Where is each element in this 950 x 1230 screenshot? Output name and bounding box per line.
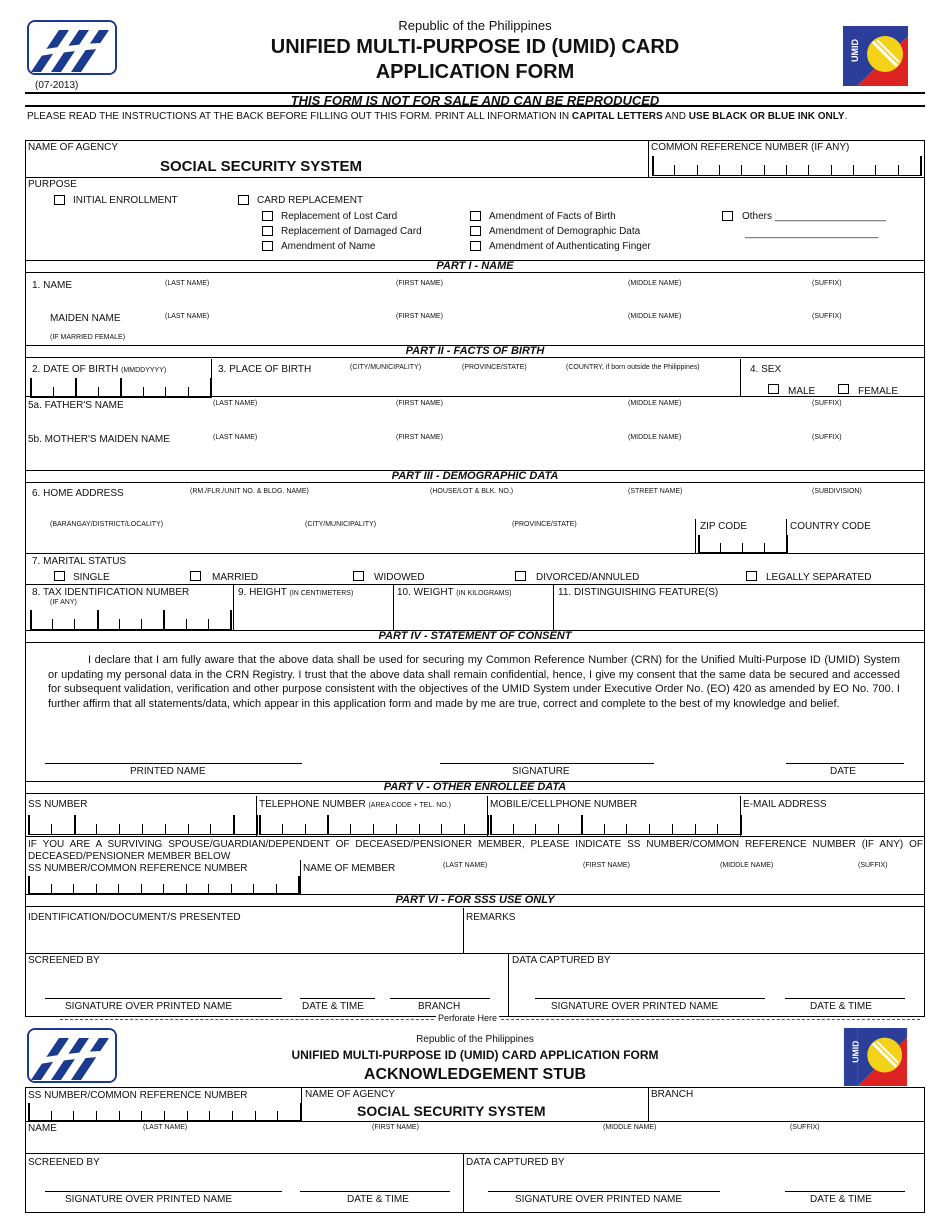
father-input[interactable] [200,410,920,428]
maiden-first: (FIRST NAME) [396,313,443,320]
maiden-suffix: (SUFFIX) [812,313,842,320]
member-middle: (MIDDLE NAME) [720,862,774,869]
date-label: DATE [830,766,856,777]
female-label: FEMALE [858,386,899,397]
name-input[interactable] [150,290,920,308]
stub-captured-sig: SIGNATURE OVER PRINTED NAME [515,1194,683,1205]
stub-screened-datetime: DATE & TIME [347,1194,409,1205]
captured-sig-label: SIGNATURE OVER PRINTED NAME [551,1001,719,1012]
member-first: (FIRST NAME) [583,862,630,869]
part2-title: PART II - FACTS OF BIRTH [25,345,925,358]
branch-label: BRANCH [418,1001,461,1012]
marital-label: 7. MARITAL STATUS [32,556,127,567]
purpose-label: PURPOSE [28,179,77,190]
crn-label: COMMON REFERENCE NUMBER (IF ANY) [651,142,850,153]
maiden-last: (LAST NAME) [165,313,210,320]
home-input[interactable] [28,498,918,516]
tel-label: TELEPHONE NUMBER (AREA CODE + TEL. NO.) [259,799,451,810]
pob-input[interactable] [215,376,740,396]
lost-card-checkbox[interactable] [262,211,273,221]
dob-label: 2. DATE OF BIRTH (MMDDYYYY) [32,364,167,375]
ss-number-label: SS NUMBER [28,799,88,810]
screened-datetime-label: DATE & TIME [302,1001,364,1012]
mother-first: (FIRST NAME) [396,434,443,441]
form-title-line2: APPLICATION FORM [375,61,575,83]
stub-agency-label: NAME OF AGENCY [305,1089,396,1100]
stub-agency-value: SOCIAL SECURITY SYSTEM [357,1103,546,1119]
ss-crn-input[interactable] [28,876,298,894]
captured-datetime-label: DATE & TIME [810,1001,872,1012]
female-checkbox[interactable] [838,384,849,394]
name-suffix: (SUFFIX) [812,280,842,287]
mother-middle: (MIDDLE NAME) [628,434,682,441]
separated-checkbox[interactable] [746,571,757,581]
stub-frame [25,1087,925,1213]
name-first: (FIRST NAME) [396,280,443,287]
stub-first: (FIRST NAME) [372,1124,419,1131]
mother-input[interactable] [220,444,920,462]
ss-crn-label: SS NUMBER/COMMON REFERENCE NUMBER [28,863,248,874]
home-subdivision: (SUBDIVISION) [812,488,862,495]
addr-barangay: (BARANGAY/DISTRICT/LOCALITY) [50,521,164,528]
home-rm: (RM./FLR./UNIT NO. & BLDG. NAME) [190,488,309,495]
pob-label: 3. PLACE OF BIRTH [218,364,312,375]
addr-city: (CITY/MUNICIPALITY) [305,521,377,528]
damaged-card-checkbox[interactable] [262,226,273,236]
amend-birth-checkbox[interactable] [470,211,481,221]
amend-finger-checkbox[interactable] [470,241,481,251]
member-last: (LAST NAME) [443,862,488,869]
email-label: E-MAIL ADDRESS [743,799,827,810]
amend-finger-label: Amendment of Authenticating Finger [489,241,651,252]
mobile-label: MOBILE/CELLPHONE NUMBER [490,799,638,810]
signature-label: SIGNATURE [512,766,570,777]
umid-logo [843,26,908,86]
sex-label: 4. SEX [750,364,782,375]
addr-province: (PROVINCE/STATE) [512,521,577,528]
tin-label: 8. TAX IDENTIFICATION NUMBER [32,587,190,598]
widowed-label: WIDOWED [374,572,425,583]
part3-title: PART III - DEMOGRAPHIC DATA [25,470,925,483]
stub-republic: Republic of the Philippines [416,1034,534,1045]
stub-umid-logo-text: UMID [850,1040,861,1063]
father-first: (FIRST NAME) [396,400,443,407]
home-street: (STREET NAME) [628,488,683,495]
home-house: (HOUSE/LOT & BLK. NO.) [430,488,514,495]
maiden-input[interactable] [150,322,920,340]
mobile-input[interactable] [490,815,740,835]
consent-text: I declare that I am fully aware that the above data shall be used for securing my Common Reference Number (CRN) for the Unified Multi-Purpose ID (UMID) System or updating my personal data in the CRN Registry. I trust that the above data shall remain confidential, hence, I give my consent that the same data be secured and accessed for subsequent validation, verification and other purpose consistent with the objectives of the UMID System under Executive Order No. (EO) 420 as amended by EO No. 700. I further affirm that all statements/data, which appear in this application form and made by me are true, correct and complete to the best of my knowledge and belief. [48,654,900,710]
tin-input[interactable] [30,610,230,630]
stub-screened-sig: SIGNATURE OVER PRINTED NAME [65,1194,233,1205]
member-suffix: (SUFFIX) [858,862,888,869]
stub-captured-label: DATA CAPTURED BY [466,1157,565,1168]
part1-title: PART I - NAME [25,260,925,273]
agency-value: SOCIAL SECURITY SYSTEM [160,158,362,175]
screened-by-label: SCREENED BY [28,955,100,966]
father-middle: (MIDDLE NAME) [628,400,682,407]
stub-name-label: NAME [28,1123,57,1134]
stub-captured-datetime: DATE & TIME [810,1194,872,1205]
stub-umid-logo [843,1028,908,1086]
name-last: (LAST NAME) [165,280,210,287]
remarks-label: REMARKS [466,912,516,923]
stub-branch-label: BRANCH [651,1089,694,1100]
form-code: (07-2013) [35,80,79,91]
printed-name-label: PRINTED NAME [130,766,206,777]
part5-title: PART V - OTHER ENROLLEE DATA [25,781,925,794]
pob-province: (PROVINCE/STATE) [462,364,527,371]
mother-suffix: (SUFFIX) [812,434,842,441]
stub-last: (LAST NAME) [143,1124,188,1131]
form-title-line1: UNIFIED MULTI-PURPOSE ID (UMID) CARD [270,36,680,58]
amend-demo-label: Amendment of Demographic Data [489,226,641,237]
mother-label: 5b. MOTHER'S MAIDEN NAME [28,434,170,445]
damaged-card-label: Replacement of Damaged Card [281,226,422,237]
initial-enrollment-checkbox[interactable] [54,195,65,205]
male-checkbox[interactable] [768,384,779,394]
pob-city: (CITY/MUNICIPALITY) [350,364,422,371]
pob-country: (COUNTRY, if born outside the Philippines) [566,364,700,371]
father-suffix: (SUFFIX) [812,400,842,407]
instructions: PLEASE READ THE INSTRUCTIONS AT THE BACK BEFORE FILLING OUT THIS FORM. PRINT ALL INFORMATION IN CAPITAL LETTERS AND USE BLACK OR BLUE INK ONLY. [27,111,848,122]
divorced-checkbox[interactable] [515,571,526,581]
weight-label: 10. WEIGHT (IN KILOGRAMS) [397,587,512,598]
zip-input[interactable] [698,535,786,553]
perforate-label: Perforate Here [438,1013,498,1023]
others-label[interactable]: Others ____________________ [742,211,887,222]
screened-sig-label: SIGNATURE OVER PRINTED NAME [65,1001,233,1012]
zip-label: ZIP CODE [700,521,748,532]
stub-screened-label: SCREENED BY [28,1157,100,1168]
amend-demo-checkbox[interactable] [470,226,481,236]
part4-title: PART IV - STATEMENT OF CONSENT [25,630,925,643]
stub-umid-logo-icon [843,1028,908,1086]
data-captured-label: DATA CAPTURED BY [512,955,611,966]
single-checkbox[interactable] [54,571,65,581]
maiden-label: MAIDEN NAME [50,313,121,324]
member-name-label: NAME OF MEMBER [303,863,396,874]
tel-input[interactable] [259,815,487,835]
father-last: (LAST NAME) [213,400,258,407]
father-label: 5a. FATHER'S NAME [28,400,124,411]
umid-logo-icon [843,26,908,86]
country-code-label: COUNTRY CODE [790,521,871,532]
divorced-label: DIVORCED/ANNULED [536,572,640,583]
ss-number-input[interactable] [28,815,256,835]
republic-text: Republic of the Philippines [398,18,552,33]
crn-input[interactable] [652,156,920,176]
male-label: MALE [788,386,816,397]
single-label: SINGLE [73,572,110,583]
id-presented-label: IDENTIFICATION/DOCUMENT/S PRESENTED [28,912,241,923]
features-label: 11. DISTINGUISHING FEATURE(S) [558,587,719,598]
home-label: 6. HOME ADDRESS [32,488,124,499]
if-married-label: (IF MARRIED FEMALE) [50,334,126,341]
height-label: 9. HEIGHT (IN CENTIMETERS) [238,587,354,598]
mother-last: (LAST NAME) [213,434,258,441]
others-line[interactable]: ________________________ [745,228,879,239]
separated-label: LEGALLY SEPARATED [766,572,872,583]
initial-enrollment-label: INITIAL ENROLLMENT [73,195,178,206]
stub-middle: (MIDDLE NAME) [603,1124,657,1131]
stub-suffix: (SUFFIX) [790,1124,820,1131]
card-replacement-checkbox[interactable] [238,195,249,205]
umid-logo-text: UMID [850,39,860,62]
stub-ss-crn-label: SS NUMBER/COMMON REFERENCE NUMBER [28,1090,248,1101]
amend-name-checkbox[interactable] [262,241,273,251]
agency-label: NAME OF AGENCY [28,142,119,153]
stub-subtitle: ACKNOWLEDGEMENT STUB [363,1066,587,1083]
widowed-checkbox[interactable] [353,571,364,581]
amend-birth-label: Amendment of Facts of Birth [489,211,616,222]
stub-title: UNIFIED MULTI-PURPOSE ID (UMID) CARD APPLICATION FORM [291,1048,659,1062]
deceased-notice: IF YOU ARE A SURVIVING SPOUSE/GUARDIAN/DEPENDENT OF DECEASED/PENSIONER MEMBER, PLEASE INDICATE SS NUMBER/COMMON REFERENCE NUMBER (IF ANY) OF DECEASED/PENSIONER MEMBER BELOW [28,839,923,862]
part6-title: PART VI - FOR SSS USE ONLY [25,894,925,907]
amend-name-label: Amendment of Name [281,241,376,252]
others-checkbox[interactable] [722,211,733,221]
tin-sub: (IF ANY) [50,599,77,606]
not-for-sale-banner: THIS FORM IS NOT FOR SALE AND CAN BE REPRODUCED [25,92,925,107]
maiden-middle: (MIDDLE NAME) [628,313,682,320]
name-label: 1. NAME [32,280,73,291]
married-label: MARRIED [212,572,259,583]
name-middle: (MIDDLE NAME) [628,280,682,287]
lost-card-label: Replacement of Lost Card [281,211,398,222]
card-replacement-label: CARD REPLACEMENT [257,195,364,206]
married-checkbox[interactable] [190,571,201,581]
dob-input[interactable] [30,378,210,398]
